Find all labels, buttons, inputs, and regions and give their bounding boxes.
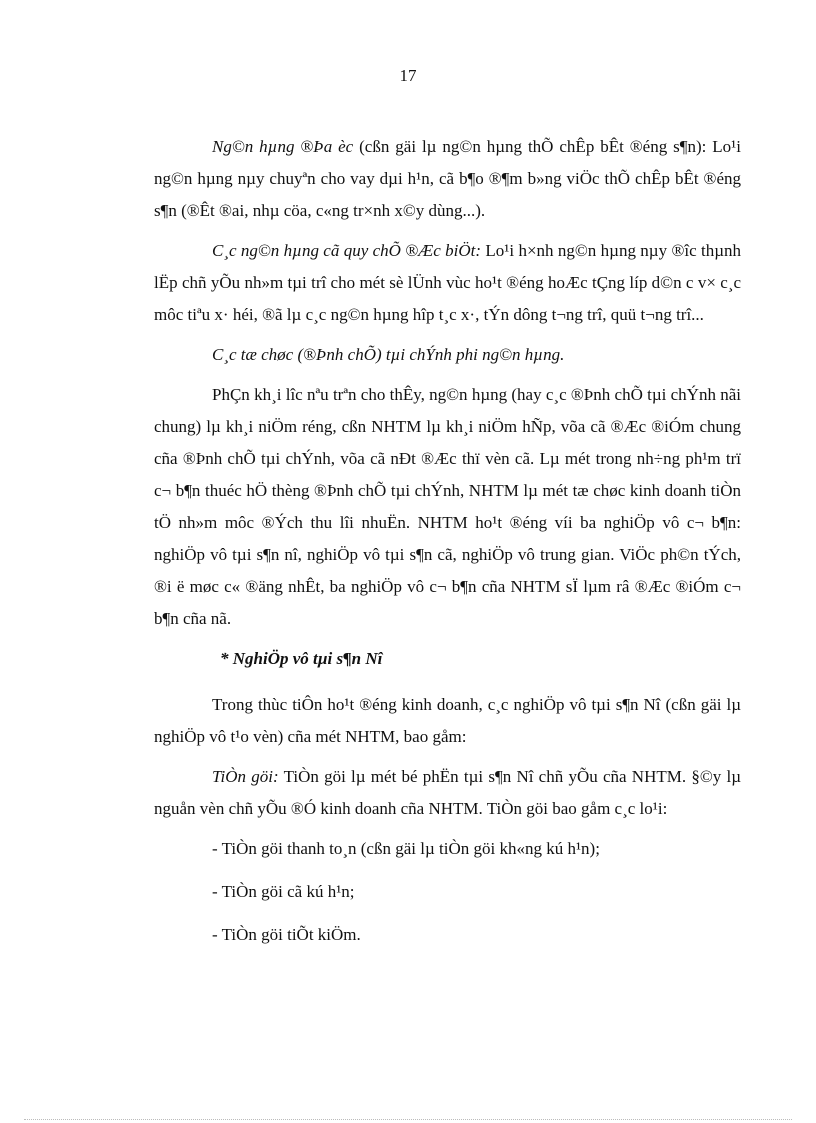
- term-real-estate-bank: Ng©n hµng ®Þa èc: [212, 137, 354, 156]
- paragraph-text: (cßn gäi lµ ng©n hµng thÕ chÊp bÊt ®éng s¶n): Lo¹i ng©n hµng nµy chuyªn cho vay dµi h¹n, cã b¶o ®¶m b»ng viÖc thÕ chÊp bÊt ®éng s¶n (®Êt ®ai, nhµ cöa, c«ng tr×nh x©y dùng...).: [154, 137, 741, 220]
- paragraph-real-estate-bank: [154, 131, 741, 227]
- paragraph-liabilities: [154, 689, 741, 753]
- list-item: - TiÒn göi thanh to¸n (cßn gäi lµ tiÒn göi kh«ng kú h¹n);: [212, 839, 600, 858]
- term-deposits: TiÒn göi:: [212, 767, 279, 786]
- paragraph-special-banks: [154, 235, 741, 331]
- list-item: - TiÒn göi cã kú h¹n;: [212, 882, 355, 901]
- paragraph-non-bank: [154, 339, 741, 371]
- section-heading: [154, 643, 741, 675]
- page-bottom-divider: [24, 1119, 792, 1120]
- term-non-bank-institutions: C¸c tæ chøc (®Þnh chÕ) tµi chÝnh phi ng©n hµng.: [212, 345, 565, 364]
- paragraph-overview: [154, 379, 741, 635]
- paragraph-text: PhÇn kh¸i lîc nªu trªn cho thÊy, ng©n hµng (hay c¸c ®Þnh chÕ tµi chÝnh nãi chung) lµ kh¸i niÖm réng, cßn NHTM lµ kh¸i niÖm hÑp, võa cã ®Æc ®iÓm chung cña ®Þnh chÕ tµi chÝnh, võa cã nÐt ®Æc thï vèn cã. Lµ mét trong nh÷ng ph¹m trï c¬ b¶n thuéc hÖ thèng ®Þnh chÕ tµi chÝnh, NHTM lµ mét tæ chøc kinh doanh tiÒn tÖ nh»m môc ®Ých thu lîi nhuËn. NHTM ho¹t ®éng víi ba nghiÖp vô c¬ b¶n: nghiÖp vô tµi s¶n nî, nghiÖp vô tµi s¶n cã, nghiÖp vô trung gian. ViÖc ph©n tÝch, ®i ë møc c« ®äng nhÊt, ba nghiÖp vô c¬ b¶n cña NHTM sÏ lµm râ ®Æc ®iÓm c¬ b¶n cña nã.: [154, 385, 741, 628]
- page-number: 17: [399, 66, 417, 85]
- paragraph-text: TiÒn göi lµ mét bé phËn tµi s¶n Nî chñ yÕu cña NHTM. §©y lµ nguån vèn chñ yÕu ®Ó kinh doanh cña NHTM. TiÒn göi bao gåm c¸c lo¹i:: [154, 767, 741, 818]
- paragraph-deposits: [154, 761, 741, 825]
- term-special-banks: C¸c ng©n hµng cã quy chÕ ®Æc biÖt:: [212, 241, 482, 260]
- list-item: - TiÒn göi tiÕt kiÖm.: [212, 925, 361, 944]
- body-text: [154, 131, 741, 962]
- paragraph-text: Lo¹i h×nh ng©n hµng nµy ®îc thµnh lËp chñ yÕu nh»m tµi trî cho mét sè lÜnh vùc ho¹t ®éng hoÆc tÇng líp d©n c v× c¸c môc tiªu x· héi, ®ã lµ c¸c ng©n hµng hîp t¸c x·, tÝn dông t¬ng trî, quü t¬ng trî...: [154, 241, 741, 324]
- section-heading-text: * NghiÖp vô tµi s¶n Nî: [220, 649, 383, 668]
- paragraph-text: Trong thùc tiÔn ho¹t ®éng kinh doanh, c¸c nghiÖp vô tµi s¶n Nî (cßn gäi lµ nghiÖp vô t¹o vèn) cña mét NHTM, bao gåm:: [154, 695, 741, 746]
